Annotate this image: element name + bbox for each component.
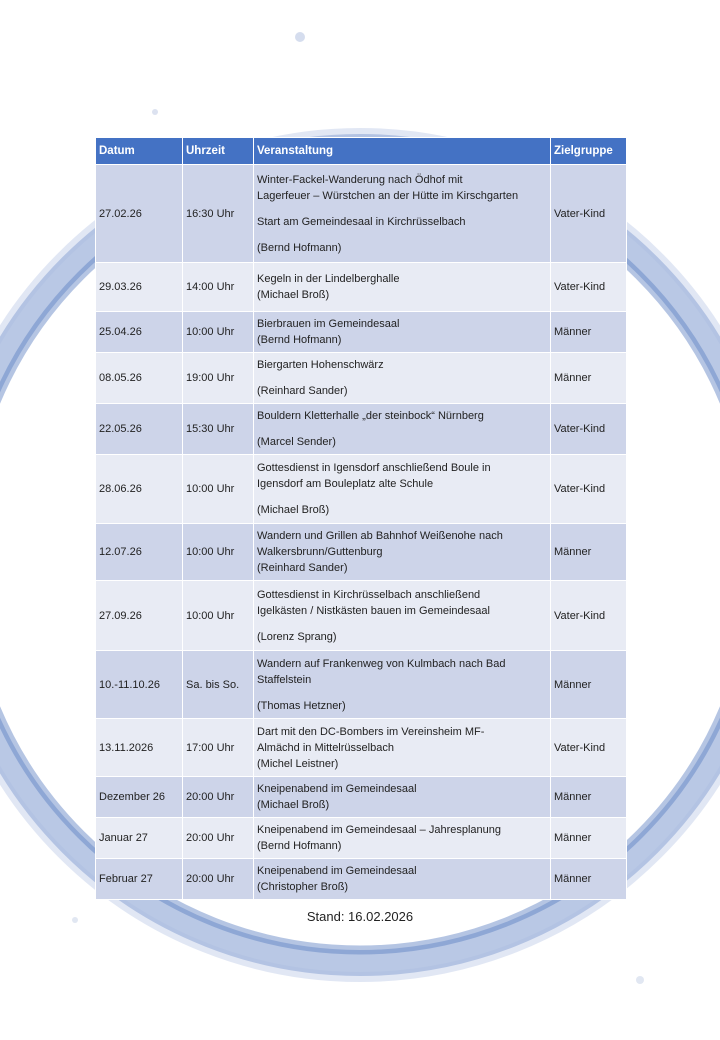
cell-datum: 22.05.26 (96, 404, 183, 455)
event-text-line: Walkersbrunn/Guttenburg (257, 546, 383, 558)
line-spacer (257, 230, 547, 240)
event-text-line: Staffelstein (257, 673, 312, 686)
cell-uhrzeit: Sa. bis So. (183, 651, 254, 719)
cell-veranstaltung (254, 859, 551, 900)
cell-datum: 10.-11.10.26 (96, 651, 183, 719)
cell-zielgruppe: Männer (551, 777, 627, 818)
table-row (96, 353, 627, 404)
event-text-line: (Bernd Hofmann) (257, 840, 342, 852)
header-uhrzeit: Uhrzeit (183, 138, 254, 165)
table-row (96, 404, 627, 455)
splash-dot (152, 109, 158, 115)
cell-zielgruppe: Männer (551, 651, 627, 719)
splash-dot (636, 976, 644, 984)
event-text-line: Lagerfeuer – Würstchen an der Hütte im Kirschgarten (257, 189, 519, 202)
cell-zielgruppe: Männer (551, 859, 627, 900)
event-text-line: (Michael Broß) (257, 504, 330, 516)
cell-veranstaltung (254, 165, 551, 263)
header-zielgruppe: Zielgruppe (551, 138, 627, 165)
header-datum: Datum (96, 138, 183, 165)
event-text-line: Bierbrauen im Gemeindesaal (257, 318, 400, 330)
header-row (96, 138, 627, 165)
cell-uhrzeit: 19:00 Uhr (183, 353, 254, 404)
table-row (96, 719, 627, 777)
line-spacer (257, 424, 547, 434)
event-text-line: Wandern auf Frankenweg von Kulmbach nach Bad (257, 657, 506, 670)
cell-veranstaltung (254, 404, 551, 455)
cell-veranstaltung (254, 312, 551, 353)
event-text-line: (Bernd Hofmann) (257, 334, 342, 346)
event-text-line: (Lorenz Sprang) (257, 630, 337, 643)
cell-uhrzeit: 20:00 Uhr (183, 777, 254, 818)
cell-uhrzeit: 20:00 Uhr (183, 818, 254, 859)
table-row (96, 524, 627, 581)
cell-veranstaltung (254, 818, 551, 859)
cell-uhrzeit: 20:00 Uhr (183, 859, 254, 900)
cell-datum: 29.03.26 (96, 263, 183, 312)
event-text-line: Kneipenabend im Gemeindesaal – Jahresplanung (257, 824, 502, 836)
cell-veranstaltung (254, 581, 551, 651)
cell-datum: 12.07.26 (96, 524, 183, 581)
table-row (96, 651, 627, 719)
table-row (96, 859, 627, 900)
cell-zielgruppe: Vater-Kind (551, 581, 627, 651)
table-row (96, 263, 627, 312)
cell-zielgruppe: Vater-Kind (551, 455, 627, 524)
event-text-line: (Christopher Broß) (257, 881, 349, 893)
cell-datum: Dezember 26 (96, 777, 183, 818)
cell-uhrzeit: 15:30 Uhr (183, 404, 254, 455)
cell-zielgruppe: Vater-Kind (551, 404, 627, 455)
event-text-line: (Bernd Hofmann) (257, 241, 342, 254)
cell-zielgruppe: Männer (551, 312, 627, 353)
event-text-line: Dart mit den DC-Bombers im Vereinsheim MF- (257, 725, 485, 738)
cell-datum: 27.02.26 (96, 165, 183, 263)
cell-zielgruppe: Männer (551, 818, 627, 859)
line-spacer (257, 619, 547, 629)
cell-veranstaltung (254, 777, 551, 818)
splash-dot (295, 32, 305, 42)
cell-veranstaltung (254, 263, 551, 312)
cell-veranstaltung (254, 651, 551, 719)
table-row (96, 312, 627, 353)
cell-zielgruppe: Vater-Kind (551, 165, 627, 263)
cell-zielgruppe: Männer (551, 353, 627, 404)
cell-datum: Januar 27 (96, 818, 183, 859)
table-row (96, 165, 627, 263)
event-text-line: Wandern und Grillen ab Bahnhof Weißenohe nach (257, 530, 503, 542)
line-spacer (257, 688, 547, 698)
line-spacer (257, 492, 547, 502)
cell-zielgruppe: Vater-Kind (551, 719, 627, 777)
cell-uhrzeit: 10:00 Uhr (183, 455, 254, 524)
cell-datum: Februar 27 (96, 859, 183, 900)
cell-datum: 27.09.26 (96, 581, 183, 651)
event-text-line: Biergarten Hohenschwärz (257, 359, 384, 371)
event-text-line: Almächd in Mittelrüsselbach (257, 741, 394, 754)
cell-zielgruppe: Männer (551, 524, 627, 581)
cell-uhrzeit: 14:00 Uhr (183, 263, 254, 312)
cell-veranstaltung (254, 719, 551, 777)
event-text-line: Gottesdienst in Kirchrüsselbach anschließend (257, 588, 481, 601)
table-row (96, 581, 627, 651)
cell-uhrzeit: 17:00 Uhr (183, 719, 254, 777)
event-text-line: (Michel Leistner) (257, 757, 339, 770)
table-row (96, 818, 627, 859)
cell-veranstaltung (254, 353, 551, 404)
cell-zielgruppe: Vater-Kind (551, 263, 627, 312)
event-text-line: (Reinhard Sander) (257, 385, 348, 397)
event-text-line: Igensdorf am Bouleplatz alte Schule (257, 478, 434, 490)
event-text-line: Bouldern Kletterhalle „der steinbock“ Nürnberg (257, 410, 484, 422)
line-spacer (257, 204, 547, 214)
event-text-line: (Marcel Sender) (257, 436, 336, 448)
cell-datum: 28.06.26 (96, 455, 183, 524)
table-row (96, 455, 627, 524)
event-text-line: (Thomas Hetzner) (257, 699, 346, 712)
line-spacer (257, 373, 547, 383)
cell-datum: 13.11.2026 (96, 719, 183, 777)
header-veranstaltung: Veranstaltung (254, 138, 551, 165)
event-text-line: Kneipenabend im Gemeindesaal (257, 783, 417, 795)
cell-uhrzeit: 16:30 Uhr (183, 165, 254, 263)
cell-uhrzeit: 10:00 Uhr (183, 312, 254, 353)
event-text-line: Igelkästen / Nistkästen bauen im Gemeindesaal (257, 604, 490, 617)
event-text-line: Gottesdienst in Igensdorf anschließend Boule in (257, 462, 491, 474)
cell-datum: 08.05.26 (96, 353, 183, 404)
cell-veranstaltung (254, 524, 551, 581)
stand-date: Stand: 16.02.2026 (306, 909, 414, 924)
cell-uhrzeit: 10:00 Uhr (183, 581, 254, 651)
cell-uhrzeit: 10:00 Uhr (183, 524, 254, 581)
cell-veranstaltung (254, 455, 551, 524)
event-text-line: (Michael Broß) (257, 799, 330, 811)
event-text-line: (Reinhard Sander) (257, 562, 348, 574)
table-row (96, 777, 627, 818)
event-text-line: Kegeln in der Lindelberghalle (257, 273, 400, 285)
event-text-line: Start am Gemeindesaal in Kirchrüsselbach (257, 215, 466, 228)
event-schedule-table (95, 137, 627, 900)
event-text-line: Winter-Fackel-Wanderung nach Ödhof mit (257, 173, 463, 186)
event-text-line: (Michael Broß) (257, 289, 330, 301)
event-text-line: Kneipenabend im Gemeindesaal (257, 865, 417, 877)
cell-datum: 25.04.26 (96, 312, 183, 353)
